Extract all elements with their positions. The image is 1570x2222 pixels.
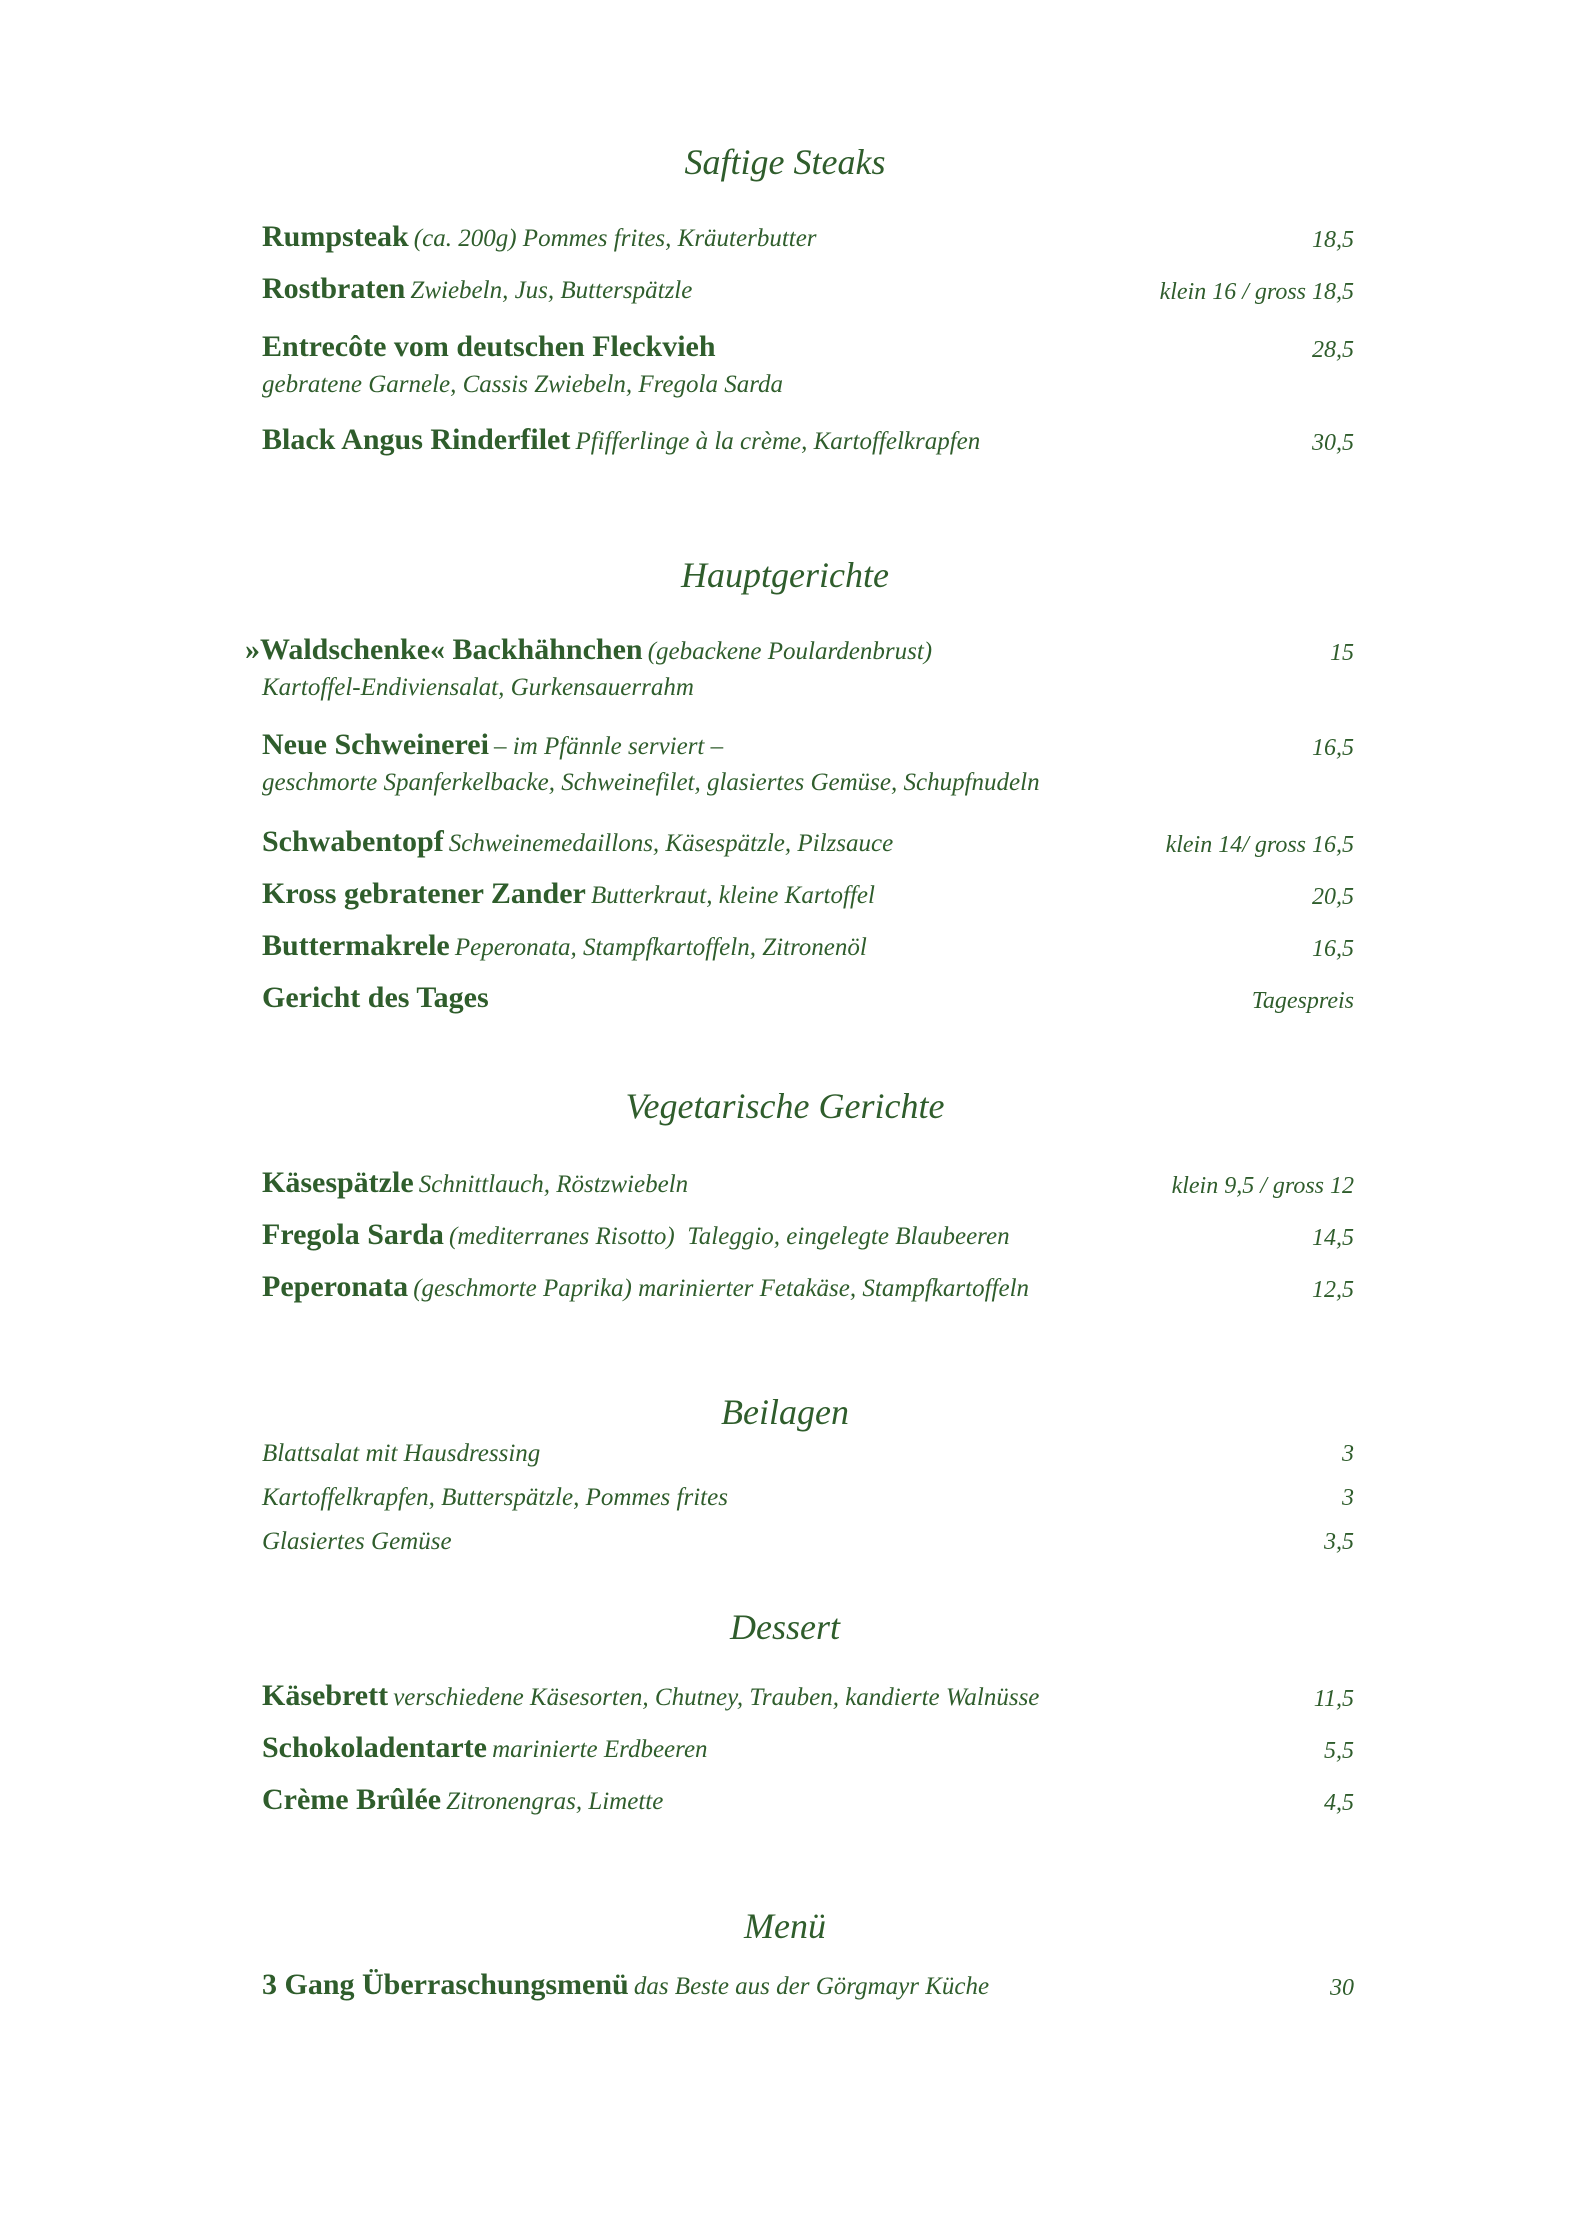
item-description: Schnittlauch, Röstzwiebeln	[418, 1171, 689, 1198]
item-description: (ca. 200g) Pommes frites, Kräuterbutter	[413, 225, 817, 252]
item-description: (gebackene Poulardenbrust)	[647, 638, 933, 665]
item-price: 15	[1330, 640, 1354, 666]
item-name: Fregola Sarda	[262, 1218, 444, 1251]
section-title-dessert: Dessert	[730, 1607, 840, 1647]
item-description-second-line: geschmorte Spanferkelbacke, Schweinefilet, glasiertes Gemüse, Schupfnudeln	[262, 769, 1040, 796]
section-title-vegetarian: Vegetarische Gerichte	[625, 1086, 945, 1126]
item-price: Tagespreis	[1251, 988, 1354, 1014]
side-item	[262, 1481, 1354, 1517]
item-name: »Waldschenke« Backhähnchen	[245, 633, 643, 666]
item-price: klein 9,5 / gross 12	[1171, 1173, 1354, 1199]
side-description: Blattsalat mit Hausdressing	[262, 1440, 541, 1467]
item-description: (mediterranes Risotto) Taleggio, eingelegte Blaubeeren	[449, 1223, 1010, 1250]
item-name: Rumpsteak	[262, 220, 409, 253]
menu-item	[262, 271, 1354, 311]
item-name: Black Angus Rinderfilet	[262, 423, 571, 456]
menu-item	[262, 329, 1354, 398]
menu-item	[262, 824, 1354, 864]
item-name: Schwabentopf	[262, 825, 444, 858]
menu-item	[262, 727, 1354, 796]
item-description: Zwiebeln, Jus, Butterspätzle	[410, 277, 693, 304]
menu-item	[262, 928, 1354, 968]
item-price: 28,5	[1312, 337, 1354, 363]
item-description: (geschmorte Paprika) marinierter Fetakäse, Stampfkartoffeln	[413, 1275, 1030, 1302]
menu-item	[262, 980, 1354, 1020]
item-name: Käsebrett	[262, 1679, 389, 1712]
menu-item	[262, 1217, 1354, 1257]
item-description: – im Pfännle serviert –	[494, 733, 724, 760]
item-price: 30,5	[1312, 430, 1354, 456]
item-description: das Beste aus der Görgmayr Küche	[633, 1973, 990, 2000]
item-name: Schokoladentarte	[262, 1731, 487, 1764]
item-price: klein 14/ gross 16,5	[1165, 832, 1354, 858]
item-price: 12,5	[1312, 1277, 1354, 1303]
section-title-main: Hauptgerichte	[681, 555, 889, 595]
item-description: Peperonata, Stampfkartoffeln, Zitronenöl	[454, 934, 867, 961]
item-name: Peperonata	[262, 1270, 409, 1303]
item-price: 18,5	[1312, 227, 1354, 253]
side-item	[262, 1437, 1354, 1473]
menu-item	[262, 422, 1354, 462]
item-price: 16,5	[1312, 936, 1354, 962]
item-price: 16,5	[1312, 735, 1354, 761]
side-item	[262, 1525, 1354, 1561]
item-description: Butterkraut, kleine Kartoffel	[590, 882, 875, 909]
item-name: 3 Gang Überraschungsmenü	[262, 1968, 629, 2001]
item-name: Neue Schweinerei	[262, 728, 489, 761]
item-price: 30	[1330, 1975, 1354, 2001]
item-name: Rostbraten	[262, 272, 406, 305]
menu-item	[245, 632, 1354, 701]
section-title-steaks: Saftige Steaks	[684, 142, 886, 182]
side-price: 3,5	[1324, 1529, 1354, 1555]
item-description-second-line: Kartoffel-Endiviensalat, Gurkensauerrahm	[262, 674, 694, 701]
item-description: Zitronengras, Limette	[446, 1788, 664, 1815]
item-description: verschiedene Käsesorten, Chutney, Trauben, kandierte Walnüsse	[393, 1684, 1040, 1711]
item-price: 14,5	[1312, 1225, 1354, 1251]
item-description: gebratene Garnele, Cassis Zwiebeln, Fregola Sarda	[262, 371, 784, 398]
side-price: 3	[1342, 1441, 1354, 1467]
item-price: klein 16 / gross 18,5	[1159, 279, 1354, 305]
item-description: Schweinemedaillons, Käsespätzle, Pilzsauce	[448, 830, 894, 857]
item-price: 20,5	[1312, 884, 1354, 910]
item-name: Buttermakrele	[262, 929, 450, 962]
item-price: 4,5	[1324, 1790, 1354, 1816]
menu-item	[262, 1730, 1354, 1770]
side-description: Glasiertes Gemüse	[262, 1528, 452, 1555]
item-name: Käsespätzle	[262, 1166, 414, 1199]
side-price: 3	[1342, 1485, 1354, 1511]
item-price: 5,5	[1324, 1738, 1354, 1764]
section-title-menu: Menü	[744, 1906, 826, 1946]
menu-item	[262, 876, 1354, 916]
side-description: Kartoffelkrapfen, Butterspätzle, Pommes frites	[262, 1484, 728, 1511]
item-name: Crème Brûlée	[262, 1783, 442, 1816]
section-title-sides: Beilagen	[721, 1392, 849, 1432]
item-name: Entrecôte vom deutschen Fleckvieh	[262, 330, 716, 363]
menu-item	[262, 1165, 1354, 1205]
item-name: Kross gebratener Zander	[262, 877, 586, 910]
menu-item	[262, 1782, 1354, 1822]
menu-item	[262, 1269, 1354, 1309]
menu-item	[262, 1967, 1354, 2007]
item-description: marinierte Erdbeeren	[492, 1736, 708, 1763]
item-description: Pfifferlinge à la crème, Kartoffelkrapfen	[575, 428, 981, 455]
item-price: 11,5	[1313, 1686, 1354, 1712]
menu-item	[262, 1678, 1354, 1718]
menu-item	[262, 219, 1354, 259]
item-name: Gericht des Tages	[262, 981, 489, 1014]
